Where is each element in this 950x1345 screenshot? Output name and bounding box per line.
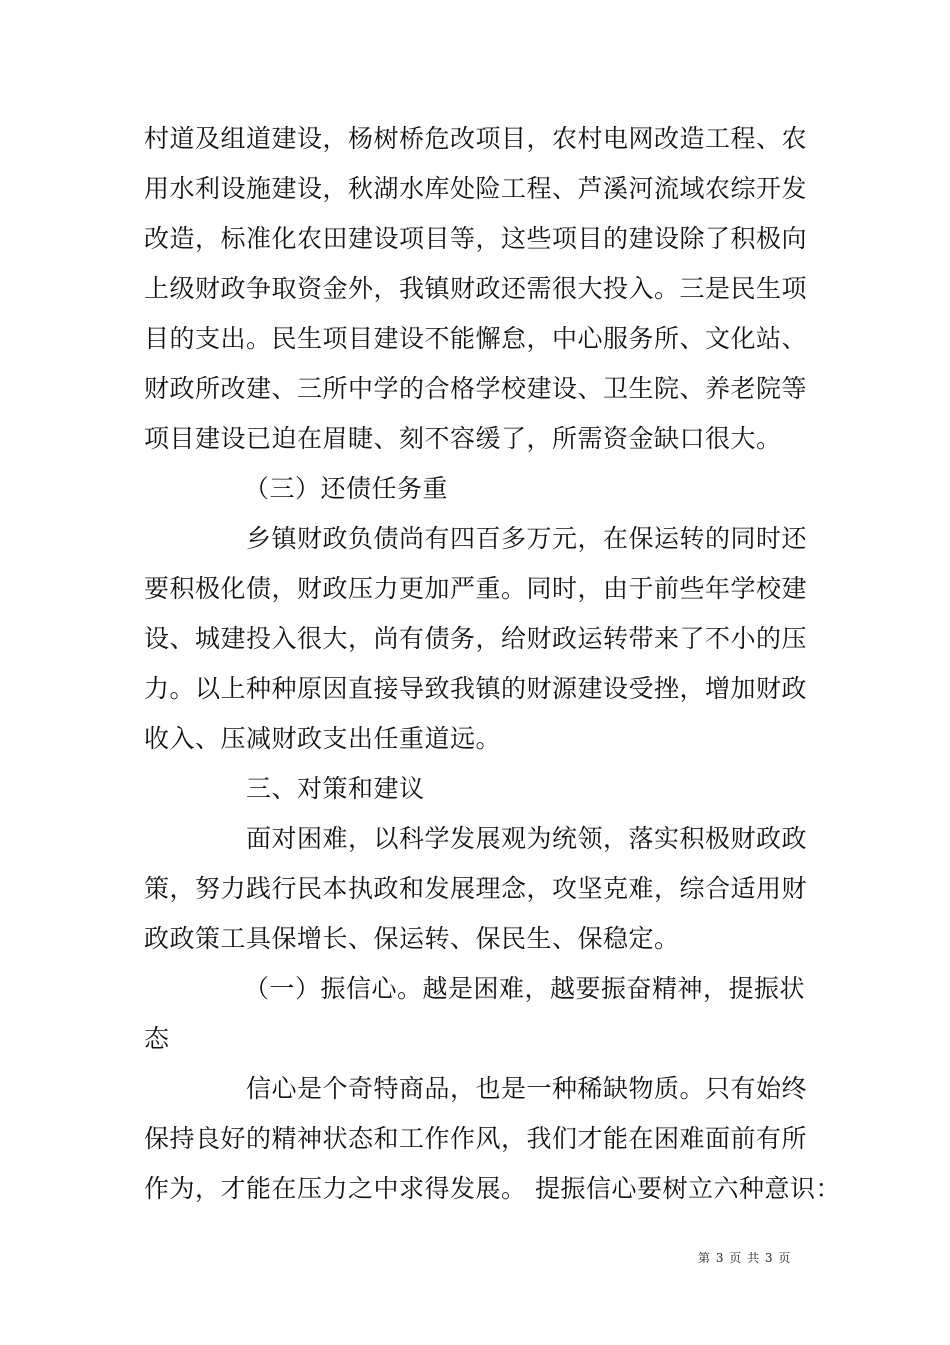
paragraph-first-line: 乡镇财政负债尚有四百多万元，在保运转的同时还 [246,524,808,553]
body-text-line: 财政所改建、三所中学的合格学校建设、卫生院、养老院等 [144,374,808,403]
subsection-heading: （一）振信心。越是困难，越要振奋精神，提振状 [244,974,806,1003]
body-text-line: 目的支出。民生项目建设不能懈怠，中心服务所、文化站、 [144,324,808,353]
body-text-line: 用水利设施建设，秋湖水库处险工程、芦溪河流域农综开发 [144,174,808,203]
body-text-line: 策，努力践行民本执政和发展理念，攻坚克难，综合适用财 [144,874,808,903]
body-text-line: 设、城建投入很大，尚有债务，给财政运转带来了不小的压 [144,624,808,653]
section-heading: 三、对策和建议 [246,774,425,803]
body-text-line: 项目建设已迫在眉睫、刻不容缓了，所需资金缺口很大。 [144,424,782,453]
paragraph-first-line: 信心是个奇特商品，也是一种稀缺物质。只有始终 [246,1074,808,1103]
body-text-line: 保持良好的精神状态和工作作风，我们才能在困难面前有所 [144,1124,808,1153]
body-text-line: 要积极化债，财政压力更加严重。同时，由于前些年学校建 [144,574,808,603]
body-text-line: 上级财政争取资金外，我镇财政还需很大投入。三是民生项 [144,274,808,303]
body-text-line: 村道及组道建设，杨树桥危改项目，农村电网改造工程、农 [144,124,808,153]
body-text-line: 改造，标准化农田建设项目等，这些项目的建设除了积极向 [144,224,808,253]
section-heading: （三）还债任务重 [244,474,449,503]
body-text-line: 力。以上种种原因直接导致我镇的财源建设受挫，增加财政 [144,674,808,703]
paragraph-first-line: 面对困难，以科学发展观为统领，落实积极财政政 [246,824,808,853]
page-number-footer: 第 3 页 共 3 页 [698,1251,792,1265]
body-text-line: 作为，才能在压力之中求得发展。 提振信心要树立六种意识： [144,1174,841,1203]
body-text-line: 收入、压减财政支出任重道远。 [144,724,502,753]
subsection-heading-continued: 态 [144,1024,170,1053]
body-text-line: 政政策工具保增长、保运转、保民生、保稳定。 [144,924,680,953]
